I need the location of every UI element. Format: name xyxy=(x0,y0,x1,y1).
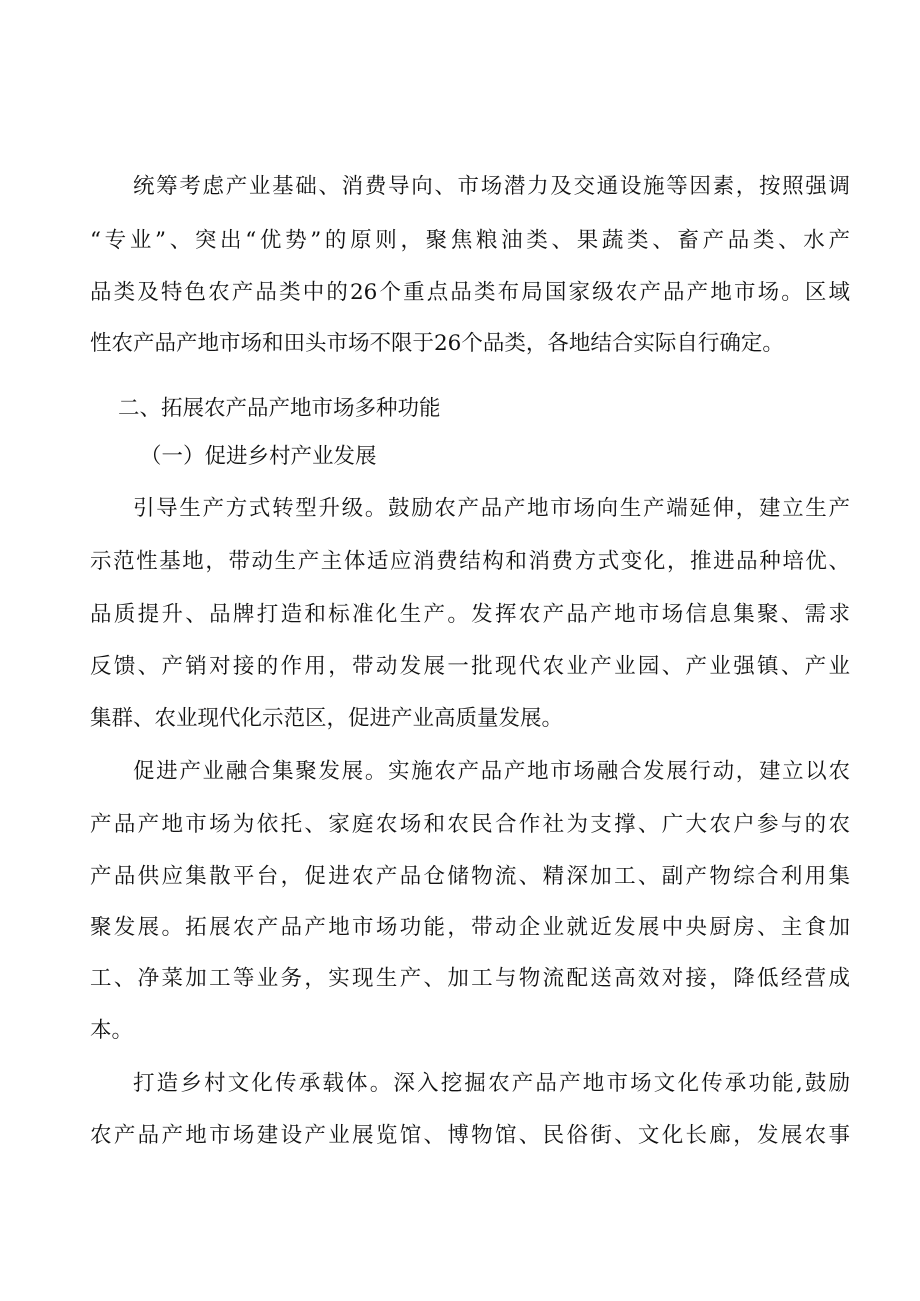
paragraph-line: 统筹考虑产业基础、消费导向、市场潜力及交通设施等因素，按照强调 xyxy=(133,174,850,199)
paragraph-line: 工、净菜加工等业务，实现生产、加工与物流配送高效对接，降低经营成 xyxy=(90,966,850,991)
paragraph-line: 促进产业融合集聚发展。实施农产品产地市场融合发展行动，建立以农 xyxy=(133,759,850,784)
paragraph-line: 引导生产方式转型升级。鼓励农产品产地市场向生产端延伸，建立生产 xyxy=(133,496,850,521)
paragraph-line: 反馈、产销对接的作用，带动发展一批现代农业产业园、产业强镇、产业 xyxy=(90,654,850,679)
paragraph-line: 本。 xyxy=(90,1018,134,1043)
subsection-heading: （一）促进乡村产业发展 xyxy=(140,444,377,469)
paragraph-line: 聚发展。拓展农产品产地市场功能，带动企业就近发展中央厨房、主食加 xyxy=(90,915,850,940)
paragraph-line: 产品供应集散平台，促进农产品仓储物流、精深加工、副产物综合利用集 xyxy=(90,864,850,889)
paragraph-line: 打造乡村文化传承载体。深入挖掘农产品产地市场文化传承功能,鼓励 xyxy=(133,1071,850,1096)
paragraph-line: 品质提升、品牌打造和标准化生产。发挥农产品产地市场信息集聚、需求 xyxy=(90,602,850,627)
section-heading: 二、拓展农产品产地市场多种功能 xyxy=(118,396,441,421)
paragraph-line: 品类及特色农产品类中的26个重点品类布局国家级农产品产地市场。区域 xyxy=(90,280,850,305)
paragraph-line: 示范性基地，带动生产主体适应消费结构和消费方式变化，推进品种培优、 xyxy=(90,549,850,574)
paragraph-line: 性农产品产地市场和田头市场不限于26个品类，各地结合实际自行确定。 xyxy=(90,331,784,356)
paragraph-line: 产品产地市场为依托、家庭农场和农民合作社为支撑、广大农户参与的农 xyxy=(90,812,850,837)
paragraph-line: “专业”、突出“优势”的原则，聚焦粮油类、果蔬类、畜产品类、水产 xyxy=(90,228,850,253)
paragraph-line: 集群、农业现代化示范区，促进产业高质量发展。 xyxy=(90,706,564,731)
paragraph-line: 农产品产地市场建设产业展览馆、博物馆、民俗街、文化长廊，发展农事 xyxy=(90,1123,850,1148)
